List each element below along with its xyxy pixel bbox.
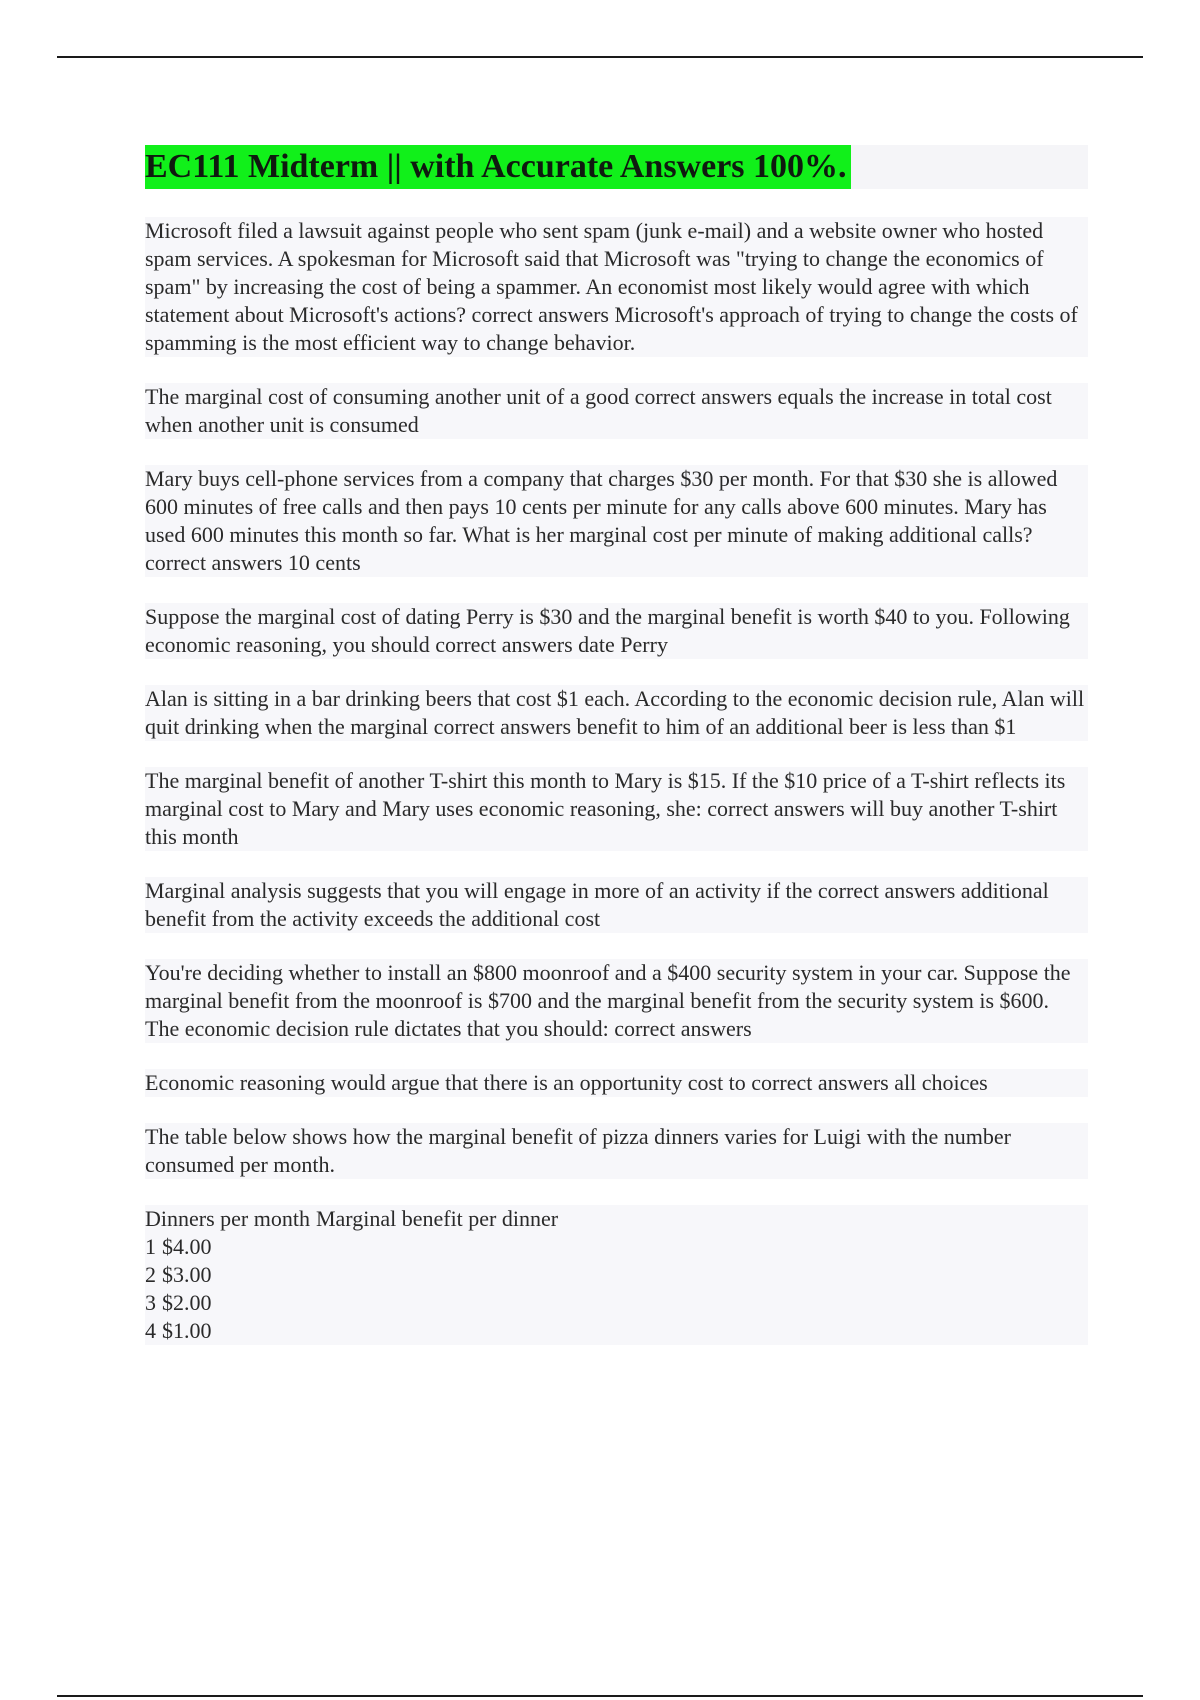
table-row [145,1261,1088,1289]
qa-item: The table below shows how the marginal benefit of pizza dinners varies for Luigi with the number consumed per month. [145,1123,1088,1179]
table-cell: $4.00 [162,1234,212,1259]
bottom-rule [57,1695,1143,1697]
table-header-row [145,1205,1088,1233]
table-cell: 3 [145,1290,156,1315]
qa-item: Mary buys cell-phone services from a company that charges $30 per month. For that $30 she is allowed 600 minutes of free calls and then pays 10 cents per minute for any calls above 600 minutes. Mary has used 600 minutes this month so far. What is her marginal cost per minute of making additional calls? correct answers 10 cents [145,465,1088,577]
top-rule [57,56,1143,58]
qa-item: Microsoft filed a lawsuit against people who sent spam (junk e-mail) and a website owner who hosted spam services. A spokesman for Microsoft said that Microsoft was "trying to change the economics of spam" by increasing the cost of being a spammer. An economist most likely would agree with which statement about Microsoft's actions? correct answers Microsoft's approach of trying to change the costs of spamming is the most efficient way to change behavior. [145,217,1088,357]
table-row [145,1233,1088,1261]
qa-item: Economic reasoning would argue that there is an opportunity cost to correct answers all choices [145,1069,1088,1097]
title-bar [145,145,1088,189]
qa-item: The marginal cost of consuming another unit of a good correct answers equals the increase in total cost when another unit is consumed [145,383,1088,439]
document-title: EC111 Midterm || with Accurate Answers 100%. [145,145,851,189]
qa-item: Marginal analysis suggests that you will engage in more of an activity if the correct answers additional benefit from the activity exceeds the additional cost [145,877,1088,933]
table-header-cell: Dinners per month [145,1206,310,1231]
qa-item: You're deciding whether to install an $800 moonroof and a $400 security system in your car. Suppose the marginal benefit from the moonroof is $700 and the marginal benefit from the security system is $600. The economic decision rule dictates that you should: correct answers [145,959,1088,1043]
qa-item: The marginal benefit of another T-shirt this month to Mary is $15. If the $10 price of a T-shirt reflects its marginal cost to Mary and Mary uses economic reasoning, she: correct answers will buy another T-shirt this month [145,767,1088,851]
document-body [145,145,1088,1345]
table-cell: 2 [145,1262,156,1287]
table-cell: $2.00 [162,1290,212,1315]
table-header-cell: Marginal benefit per dinner [315,1206,559,1231]
qa-item: Suppose the marginal cost of dating Perry is $30 and the marginal benefit is worth $40 to you. Following economic reasoning, you should correct answers date Perry [145,603,1088,659]
table-row [145,1289,1088,1317]
benefit-table [145,1205,1088,1345]
table-cell: $1.00 [162,1318,212,1343]
table-cell: $3.00 [162,1262,212,1287]
table-row [145,1317,1088,1345]
table-cell: 4 [145,1318,156,1343]
table-cell: 1 [145,1234,156,1259]
qa-item: Alan is sitting in a bar drinking beers that cost $1 each. According to the economic decision rule, Alan will quit drinking when the marginal correct answers benefit to him of an additional beer is less than $1 [145,685,1088,741]
